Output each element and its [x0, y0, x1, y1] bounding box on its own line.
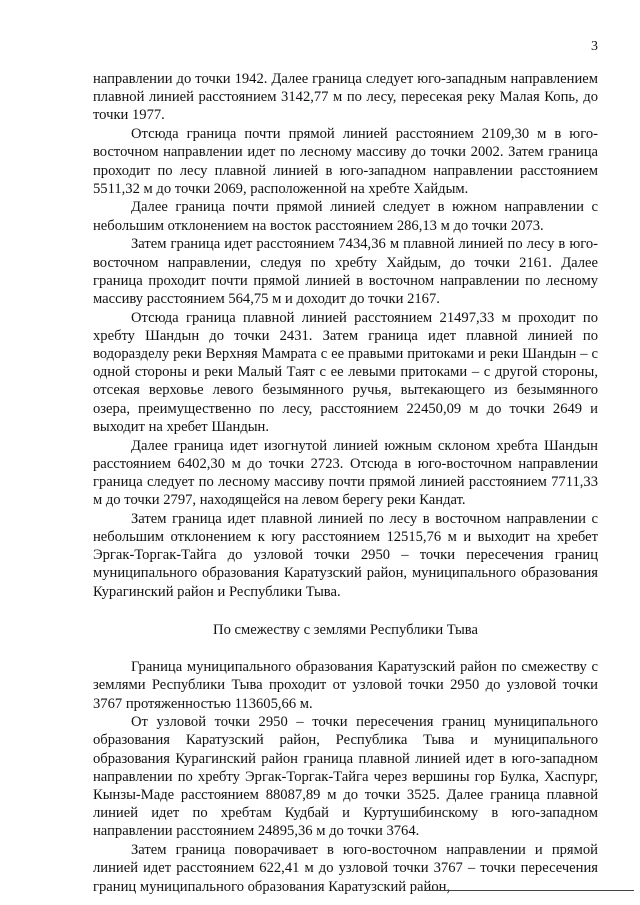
paragraph: Отсюда граница плавной линией расстоянием 21497,33 м проходит по хребту Шандын до точки 2431. Затем граница идет плавной линией по водоразделу реки Верхняя Мамрата с ее правыми притоками и реки Шандын – с одной стороны и реки Малый Таят с ее левыми притоками – с другой стороны, отсекая верховье левого безымянного ручья, вытекающего из безымянного озера, преимущественно по лесу, расстоянием 22450,09 м до точки 2649 и выходит на хребет Шандын. [93, 309, 598, 435]
paragraph: От узловой точки 2950 – точки пересечения границ муниципального образования Каратузский район, Республика Тыва и муниципального образования Курагинский район граница плавной линией идет в юго-западном направлении по хребту Эргак-Торгак-Тайга через вершины гор Булка, Хаспург, Кынзы-Маде расстоянием 88087,89 м до точки 3525. Далее граница плавной линией идет по хребтам Кудбай и Куртушибинскому в юго-западном направлении расстоянием 24895,36 м до точки 3764. [93, 714, 598, 840]
page-number: 3 [591, 39, 598, 54]
paragraph: Затем граница идет плавной линией по лесу в восточном направлении с небольшим отклонением к югу расстоянием 12515,76 м и выходит на хребет Эргак-Торгак-Тайга до узловой точки 2950 – точки пересечения границ муниципального образования Каратузский район, муниципального образования Курагинский район и Республики Тыва. [93, 510, 598, 600]
footer-divider [424, 890, 634, 891]
paragraph: Далее граница идет изогнутой линией южным склоном хребта Шандын расстоянием 6402,30 м до точки 2723. Отсюда в юго-восточном направлении граница следует по лесному массиву почти прямой линией расстоянием 7711,33 м до точки 2797, находящейся на левом берегу реки Кандат. [93, 437, 598, 509]
body-text [93, 70, 598, 896]
paragraph: Затем граница поворачивает в юго-восточном направлении и прямой линией идет расстоянием 622,41 м до узловой точки 3767 – точки пересечения границ муниципального образования Каратузский район, [93, 842, 598, 895]
paragraph: Далее граница почти прямой линией следует в южном направлении с небольшим отклонением на восток расстоянием 286,13 м до точки 2073. [93, 199, 598, 234]
paragraph: направлении до точки 1942. Далее граница следует юго-западным направлением плавной линией расстоянием 3142,77 м по лесу, пересекая реку Малая Копь, до точки 1977. [93, 71, 598, 124]
paragraph: Затем граница идет расстоянием 7434,36 м плавной линией по лесу в юго-восточном направлении, следуя по хребту Хайдым, до точки 2161. Далее граница проходит почти прямой линией в восточном направлении по лесному массиву расстоянием 564,75 м и доходит до точки 2167. [93, 236, 598, 307]
paragraph: Отсюда граница почти прямой линией расстоянием 2109,30 м в юго-восточном направлении идет по лесному массиву до точки 2002. Затем граница проходит по лесу плавной линией в юго-западном направлении расстоянием 5511,32 м до точки 2069, расположенной на хребте Хайдым. [93, 126, 598, 197]
paragraph: Граница муниципального образования Каратузский район по смежеству с землями Республики Тыва проходит от узловой точки 2950 до узловой точки 3767 протяженностью 113605,66 м. [93, 659, 598, 712]
section-heading: По смежеству с землями Республики Тыва [213, 621, 478, 638]
